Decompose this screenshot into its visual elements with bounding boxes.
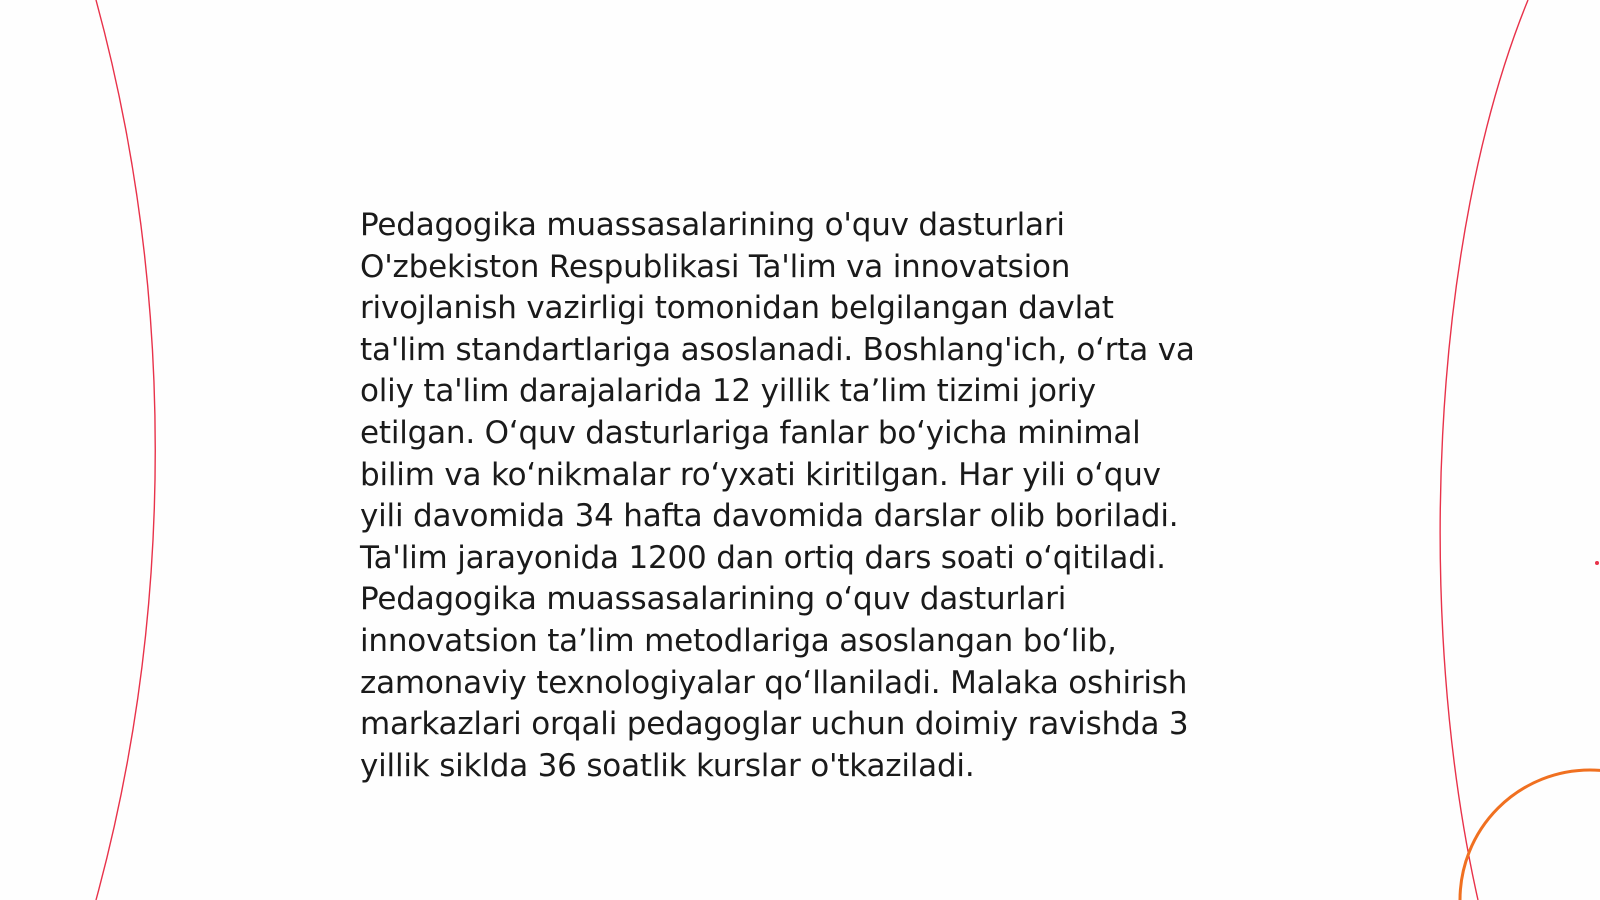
- paragraph-line: oliy ta'lim darajalarida 12 yillik ta’lim tizimi joriy: [360, 373, 1096, 410]
- right-arc-decoration: [1440, 0, 1528, 900]
- paragraph-line: zamonaviy texnologiyalar qo‘llaniladi. Malaka oshirish: [360, 664, 1188, 701]
- paragraph-line: yili davomida 34 hafta davomida darslar olib boriladi.: [360, 498, 1179, 535]
- paragraph-line: Pedagogika muassasalarining o'quv dasturlari: [360, 207, 1065, 243]
- small-dot-decoration: [1595, 561, 1599, 565]
- paragraph-line: ta'lim standartlariga asoslanadi. Boshlang'ich, o‘rta va: [360, 331, 1195, 368]
- paragraph-line: yillik siklda 36 soatlik kurslar o'tkaziladi.: [360, 747, 975, 784]
- paragraph-line: Pedagogika muassasalarining o‘quv dasturlari: [360, 581, 1067, 618]
- body-paragraph: [360, 205, 1260, 787]
- paragraph-line: etilgan. O‘quv dasturlariga fanlar bo‘yicha minimal: [360, 414, 1141, 451]
- paragraph-line: innovatsion ta’lim metodlariga asoslangan bo‘lib,: [360, 622, 1117, 659]
- paragraph-line: O'zbekiston Respublikasi Ta'lim va innovatsion: [360, 248, 1071, 285]
- paragraph-line: rivojlanish vazirligi tomonidan belgilangan davlat: [360, 290, 1114, 327]
- left-arc-decoration: [96, 0, 155, 900]
- paragraph-line: markazlari orqali pedagoglar uchun doimiy ravishda 3: [360, 706, 1189, 743]
- paragraph-line: bilim va ko‘nikmalar ro‘yxati kiritilgan. Har yili o‘quv: [360, 456, 1161, 493]
- paragraph-line: Ta'lim jarayonida 1200 dan ortiq dars soati o‘qitiladi.: [360, 539, 1166, 576]
- orange-circle-decoration: [1460, 770, 1600, 900]
